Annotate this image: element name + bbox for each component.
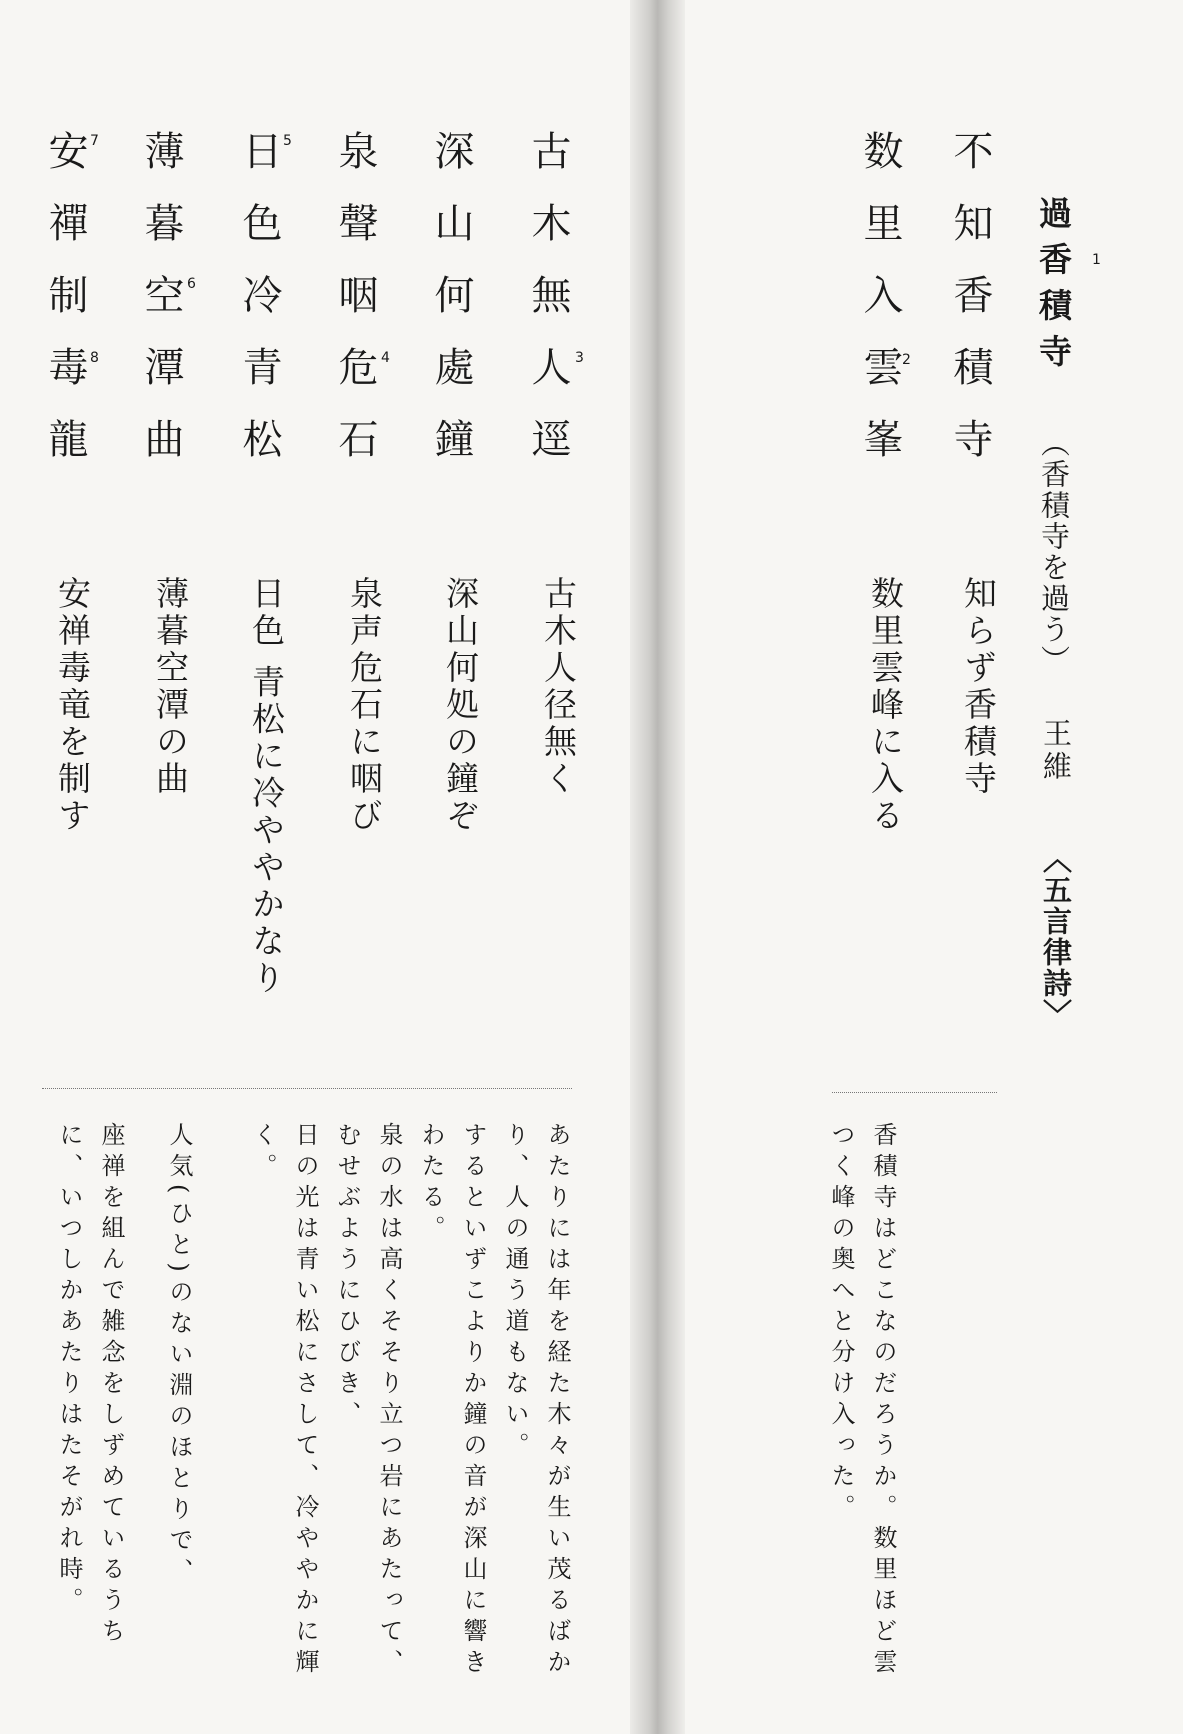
kundoku-line-4: 深山何処の鐘ぞ xyxy=(441,576,480,835)
kundoku-line-1: 知らず香積寺 xyxy=(959,576,998,798)
kundoku-line-2: 数里雲峰に入る xyxy=(866,576,905,835)
translation-right: 香積寺はどこなのだろうか。数里ほど雲つく峰の奥へと分け入った。 xyxy=(827,1122,897,1680)
note-marker-1: 1 xyxy=(1092,252,1101,268)
note-marker-6: 6 xyxy=(187,276,196,292)
translation-left-4: 日の光は青い松にさして、冷ややかに輝く。 xyxy=(249,1122,319,1680)
title-reading: （香積寺を過う） xyxy=(1037,428,1071,676)
left-divider xyxy=(42,1088,572,1089)
poem-line-6: 日色冷青松 xyxy=(236,130,282,490)
kundoku-line-5: 泉声危石に咽び xyxy=(345,576,384,835)
poem-line-8: 安禪制毒龍 xyxy=(42,130,88,490)
right-divider xyxy=(832,1092,997,1093)
translation-left-3: 泉の水は高くそそり立つ岩にあたって、むせぶようにひびき、 xyxy=(333,1122,403,1680)
poem-title: 過香積寺 xyxy=(1034,196,1073,380)
translation-left-2: するといずこよりか鐘の音が深山に響きわたる。 xyxy=(417,1122,487,1680)
translation-left-6: 座禅を組んで雑念をしずめているうちに、いつしかあたりはたそがれ時。 xyxy=(55,1122,125,1649)
translation-left-1: あたりには年を経た木々が生い茂るばかり、人の通う道もない。 xyxy=(501,1122,571,1680)
kundoku-line-7: 薄暮空潭の曲 xyxy=(151,576,190,798)
poem-line-2: 数里入雲峯 xyxy=(857,130,903,490)
note-marker-3: 3 xyxy=(575,350,584,366)
poem-line-4: 深山何處鐘 xyxy=(428,130,474,490)
kundoku-line-6: 日色 青松に冷ややかなり xyxy=(247,576,286,998)
note-marker-4: 4 xyxy=(381,350,390,366)
book-gutter xyxy=(630,0,685,1734)
right-page xyxy=(668,0,1183,1734)
poem-line-1: 不知香積寺 xyxy=(947,130,993,490)
poem-line-5: 泉聲咽危石 xyxy=(332,130,378,490)
poem-author: 王維 xyxy=(1039,718,1073,784)
poem-line-7: 薄暮空潭曲 xyxy=(138,130,184,490)
poem-form: 〈五言律詩〉 xyxy=(1039,844,1073,1030)
note-marker-8: 8 xyxy=(90,350,99,366)
note-marker-5: 5 xyxy=(283,133,292,149)
kundoku-line-3: 古木人径無く xyxy=(539,576,578,798)
poem-line-3: 古木無人逕 xyxy=(525,130,571,490)
note-marker-2: 2 xyxy=(902,352,911,368)
note-marker-7: 7 xyxy=(90,133,99,149)
translation-left-5: 人気(ひと)のない淵のほとりで、 xyxy=(165,1122,193,1589)
kundoku-line-8: 安禅毒竜を制す xyxy=(53,576,92,835)
